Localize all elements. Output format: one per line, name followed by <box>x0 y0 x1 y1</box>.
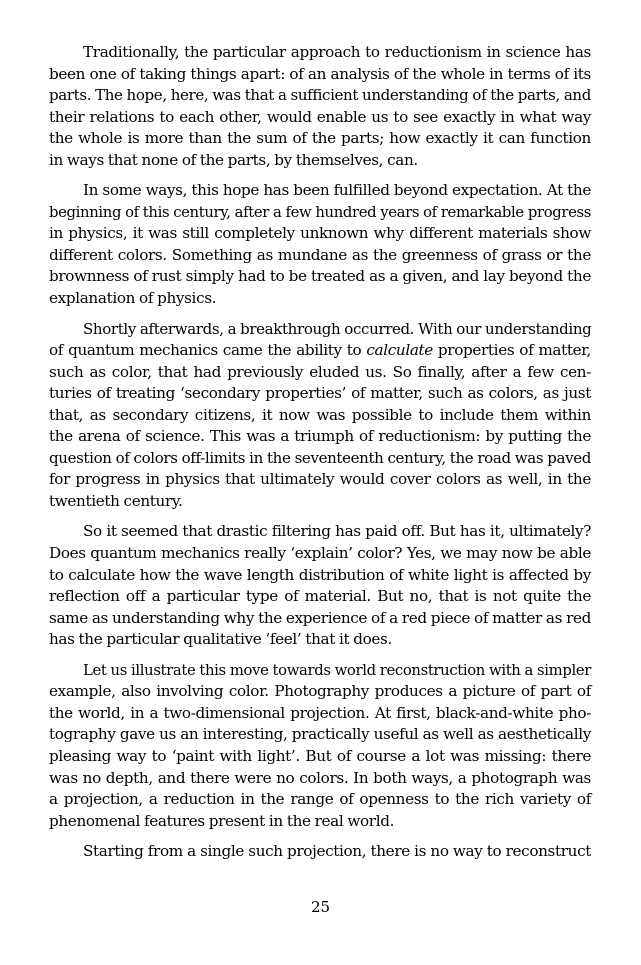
text-segment: properties of matter, <box>432 341 591 360</box>
text-line <box>49 340 591 362</box>
text-line: the arena of science. This was a triumph of reductionism: by putting the <box>49 427 591 446</box>
text-line: Does quantum mechanics really ‘explain’ color? Yes, we may now be able <box>49 544 591 563</box>
page-number: 25 <box>310 898 331 916</box>
text-line: the world, in a two-dimensional projection. At first, black-and-white pho- <box>49 703 591 722</box>
text-line: different colors. Something as mundane as the greenness of grass or the <box>49 245 591 264</box>
text-line: turies of treating ‘secondary properties’ of matter, such as colors, as just <box>49 384 591 403</box>
text-line: phenomenal features present in the real world. <box>49 811 395 830</box>
text-line: in physics, it was still completely unknown why different materials show <box>49 224 591 243</box>
paragraph-2 <box>49 180 591 309</box>
paragraph-5 <box>49 660 591 832</box>
text-line: was no depth, and there were no colors. In both ways, a photograph was <box>49 768 591 787</box>
text-line: reflection off a particular type of material. But no, that is not quite the <box>49 587 591 606</box>
text-line: such as color, that had previously eluded us. So finally, after a few cen- <box>49 362 591 381</box>
body-text <box>49 42 591 872</box>
text-line: question of colors off-limits in the seventeenth century, the road was paved <box>49 448 591 467</box>
text-line: tography gave us an interesting, practically useful as well as aesthetically <box>49 725 591 744</box>
text-line: the whole is more than the sum of the parts; how exactly it can function <box>49 129 591 148</box>
paragraph-1 <box>49 42 591 171</box>
text-segment: of quantum mechanics came the ability to <box>49 341 367 360</box>
text-line: pleasing way to ‘paint with light’. But of course a lot was missing: there <box>49 746 591 765</box>
text-line: their relations to each other, would enable us to see exactly in what way <box>49 107 591 126</box>
text-line: parts. The hope, here, was that a sufficient understanding of the parts, and <box>49 86 591 105</box>
text-line: Starting from a single such projection, there is no way to reconstruct <box>83 842 591 861</box>
text-line: that, as secondary citizens, it now was possible to include them within <box>49 405 591 424</box>
text-line: twentieth century. <box>49 491 183 510</box>
text-line: Shortly afterwards, a breakthrough occurred. With our understanding <box>83 319 592 338</box>
text-line: example, also involving color. Photography produces a picture of part of <box>49 682 591 701</box>
text-line: In some ways, this hope has been fulfilled beyond expectation. At the <box>83 181 591 200</box>
text-line: in ways that none of the parts, by themselves, can. <box>49 150 418 169</box>
text-line: to calculate how the wave length distribution of white light is affected by <box>49 565 591 584</box>
text-line: has the particular qualitative ‘feel’ that it does. <box>49 630 392 649</box>
text-line: brownness of rust simply had to be treated as a given, and lay beyond the <box>49 267 591 286</box>
paragraph-3 <box>49 319 591 513</box>
text-line: for progress in physics that ultimately would cover colors as well, in the <box>49 470 591 489</box>
text-line: Let us illustrate this move towards world reconstruction with a simpler <box>83 661 591 679</box>
text-line: explanation of physics. <box>49 289 217 308</box>
text-line: a projection, a reduction in the range of openness to the rich variety of <box>49 790 591 809</box>
text-line: beginning of this century, after a few hundred years of remarkable progress <box>49 203 591 221</box>
text-line: So it seemed that drastic filtering has paid off. But has it, ultimately? <box>83 522 591 541</box>
emphasized-word: calculate <box>366 341 433 360</box>
text-line: same as understanding why the experience of a red piece of matter as red <box>49 608 591 627</box>
text-line: Traditionally, the particular approach to reductionism in science has <box>83 43 591 61</box>
paragraph-4 <box>49 521 591 650</box>
text-line: been one of taking things apart: of an analysis of the whole in terms of its <box>49 64 591 83</box>
paragraph-6 <box>49 841 591 863</box>
